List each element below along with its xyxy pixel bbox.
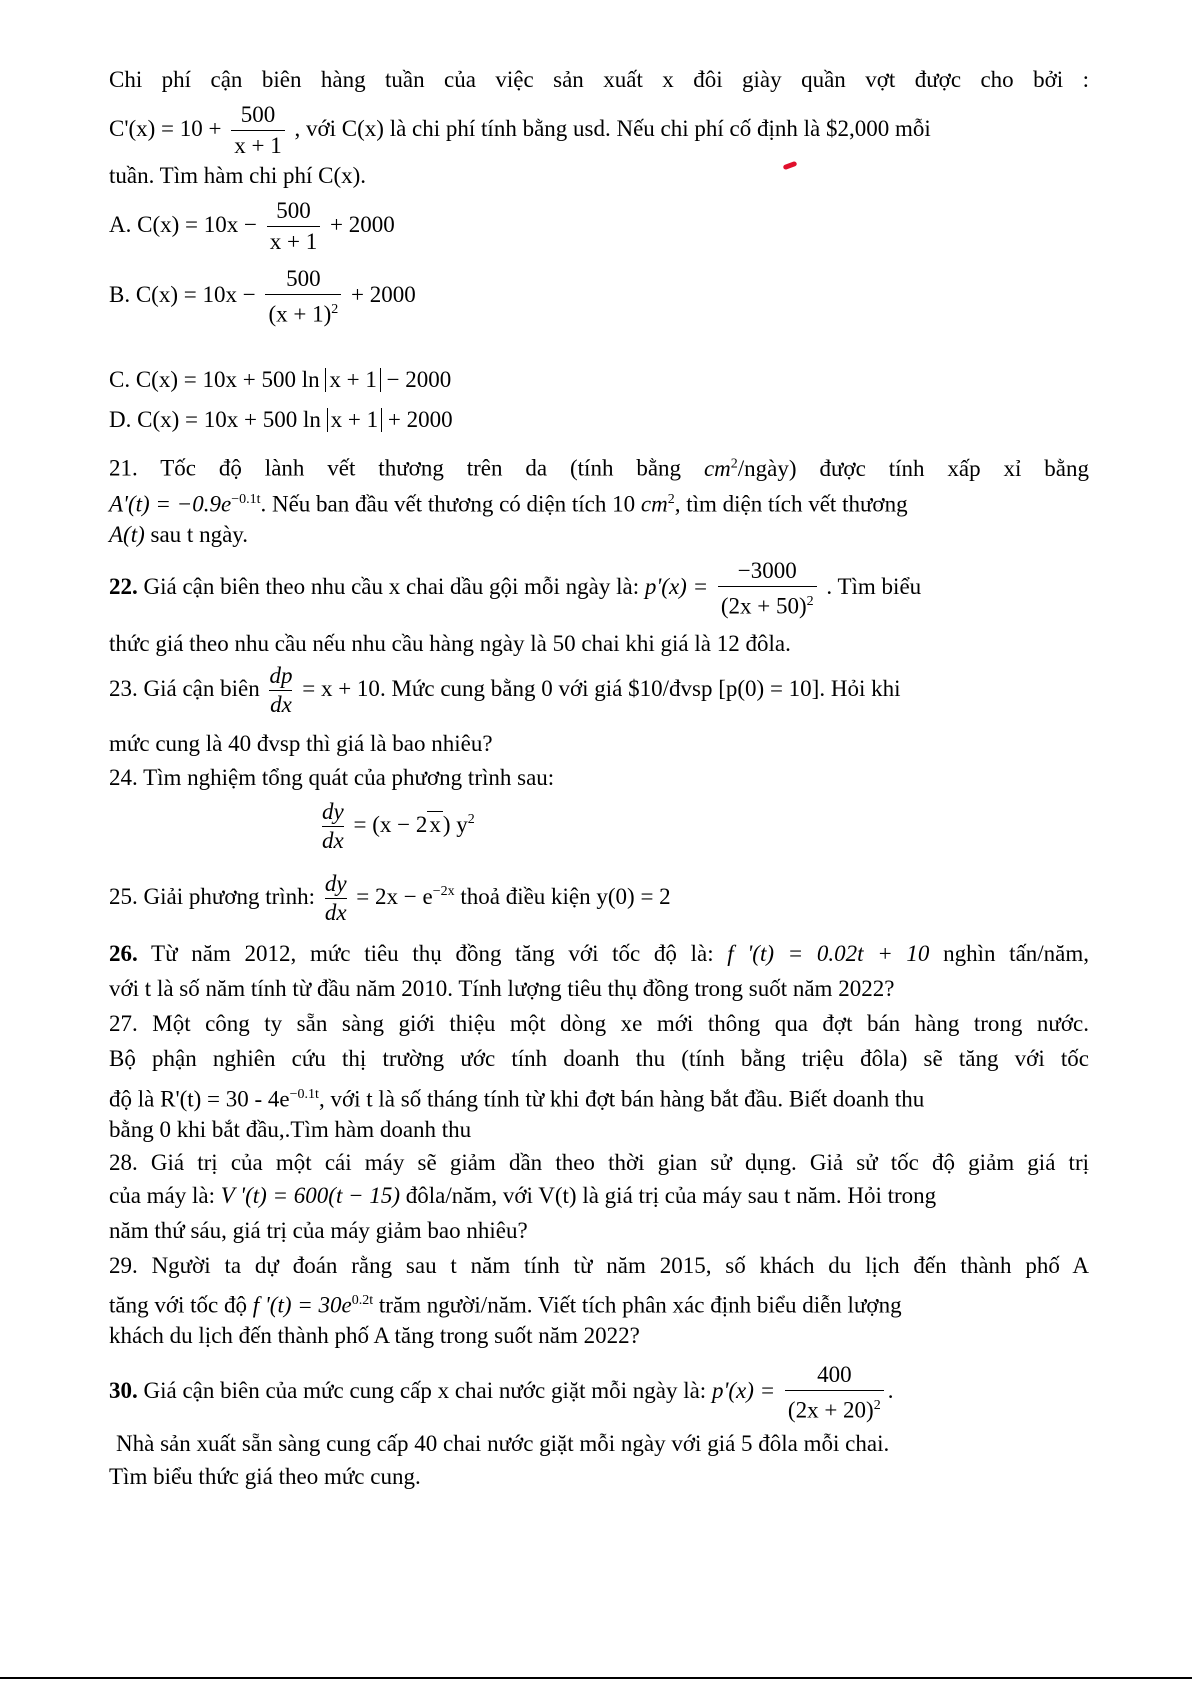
q21-unit (704, 456, 1089, 481)
q25-condition: thoả điều kiện y(0) = 2 (460, 883, 671, 909)
q27-line-3-b: , với t là số tháng tính từ khi đợt bán hàng bắt đầu. Biết doanh thu (318, 1086, 925, 1112)
q26-text-a: Từ năm 2012, mức tiêu thụ đồng tăng với tốc độ là: (151, 941, 714, 966)
q24-den: dx (322, 828, 344, 853)
option-c-rhs: − 2000 (386, 367, 452, 392)
q25-num: dy (325, 870, 347, 899)
q26-text-b: nghìn tấn/năm, (943, 941, 1090, 966)
q21-line-2-unit-exp: 2 (667, 492, 675, 507)
option-d-label: D. (109, 407, 132, 432)
q24-eq-b: ) y (442, 811, 468, 837)
q21-text-b: /ngày) được tính xấp xỉ bằng (737, 455, 1089, 481)
q24-eq-a: = (x − 2 (353, 811, 428, 837)
q28-line-3: năm thứ sáu, giá trị của máy giảm bao nhiêu? (109, 1218, 528, 1243)
option-a-num: 500 (267, 196, 320, 227)
q22-line-2: thức giá theo nhu cầu nếu nhu cầu hàng ngày là 50 chai khi giá là 12 đôla. (109, 631, 791, 656)
intro-fraction (231, 100, 284, 161)
q29-exp: 0.2t (351, 1293, 374, 1308)
q24-fraction (322, 798, 344, 855)
q25-den: dx (324, 900, 347, 925)
option-b-den-wrap (265, 295, 341, 330)
q30-line-3: Tìm biểu thức giá theo mức cung. (109, 1464, 421, 1489)
q30-num: 400 (785, 1360, 884, 1391)
q28-formula: V '(t) = 600(t − 15) (220, 1183, 401, 1208)
intro-fraction-den: x + 1 (234, 133, 282, 158)
option-c-abs: x + 1 (325, 368, 380, 392)
q23-rhs: = x + 10 (302, 675, 380, 701)
q30-den-wrap (785, 1391, 884, 1426)
q23-text: . Mức cung bằng 0 với giá $10/đvsp [p(0) = 10]. Hỏi khi (379, 675, 901, 701)
q27-line-2: Bộ phận nghiên cứu thị trường ước tính doanh thu (tính bằng triệu đôla) sẽ tăng với tốc (109, 1046, 1089, 1071)
option-b-fraction (265, 264, 341, 330)
intro-marginal-cost-lhs: C'(x) = 10 + (109, 115, 222, 141)
q25-rhs: = 2x − e (356, 883, 433, 909)
q25-lead: 25. Giải phương trình: (109, 883, 316, 909)
q28-line-2 (109, 1182, 936, 1210)
q26-lead (109, 941, 714, 966)
option-a-label: A. (109, 211, 132, 237)
q30-fraction (785, 1360, 884, 1426)
q30-den: (2x + 20) (787, 1397, 874, 1423)
q24-line-1: 24. Tìm nghiệm tổng quát của phương trình sau: (109, 765, 555, 790)
option-c-label: C. (109, 367, 131, 392)
q26-line-1 (109, 940, 1089, 968)
q21-rate-formula: A'(t) = −0.9e (109, 491, 232, 517)
q30-tail: . (887, 1378, 894, 1404)
option-b-rhs: + 2000 (351, 282, 416, 308)
q30-den-exp: 2 (873, 1398, 881, 1413)
q30-number: 30. (109, 1378, 138, 1404)
q29-line-1: 29. Người ta dự đoán rằng sau t năm tính từ năm 2015, số khách du lịch đến thành phố A (109, 1253, 1089, 1278)
option-c-lhs: C(x) = 10x + 500 ln (135, 367, 320, 392)
q22-fraction (718, 556, 817, 622)
q30-lhs: p'(x) = (711, 1378, 776, 1404)
option-d-rhs: + 2000 (387, 407, 453, 432)
q22-tail: . Tìm biểu (826, 574, 922, 600)
q26-number: 26. (109, 941, 138, 966)
q29-line-2 (109, 1287, 902, 1320)
q21-line-2-unit: cm (640, 491, 668, 517)
intro-line-3: tuần. Tìm hàm chi phí C(x). (109, 163, 367, 188)
page-bottom-rule (0, 1677, 1192, 1679)
option-b (109, 264, 416, 330)
q22-number: 22. (109, 574, 138, 600)
q29-line-3: khách du lịch đến thành phố A tăng trong suốt năm 2022? (109, 1323, 640, 1348)
q27-line-4: bằng 0 khi bắt đầu,.Tìm hàm doanh thu (109, 1117, 472, 1142)
option-d-abs: x + 1 (327, 408, 382, 432)
q27-line-3-a: độ là (109, 1086, 155, 1112)
option-b-den: (x + 1) (268, 301, 332, 327)
option-b-lhs: C(x) = 10x − (135, 282, 256, 308)
q21-line-1 (109, 450, 1089, 483)
q29-line-2-b: trăm người/năm. Viết tích phân xác định biểu diễn lượng (378, 1292, 902, 1318)
option-b-den-exp: 2 (331, 302, 339, 317)
q21-rate-exp: −0.1t (231, 492, 261, 507)
q27-exp: −0.1t (289, 1087, 319, 1102)
option-d (109, 406, 453, 434)
q28-line-2-a: của máy là: (109, 1183, 216, 1208)
option-a (109, 196, 395, 257)
q23-den: dx (270, 692, 292, 717)
q22-lhs: p'(x) = (644, 574, 709, 600)
option-d-lhs: C(x) = 10x + 500 ln (137, 407, 321, 432)
q30-line-2: Nhà sản xuất sẵn sàng cung cấp 40 chai nước giặt mỗi ngày với giá 5 đôla mỗi chai. (116, 1431, 890, 1456)
q22-den: (2x + 50) (720, 593, 807, 619)
q22-den-wrap (718, 587, 817, 622)
q21-line-2-a: . Nếu ban đầu vết thương có diện tích 10 (260, 491, 636, 517)
q21-line-2 (109, 486, 908, 519)
q30-text: Giá cận biên của mức cung cấp x chai nước giặt mỗi ngày là: (143, 1378, 707, 1404)
q26-formula: f '(t) = 0.02t + 10 (727, 941, 930, 966)
q27-line-3 (109, 1081, 924, 1114)
q29-formula: f '(t) = 30e (252, 1292, 352, 1318)
q21-line-3 (109, 521, 248, 549)
option-b-label: B. (109, 282, 131, 308)
option-a-lhs: C(x) = 10x − (137, 211, 257, 237)
q28-line-2-b: đôla/năm, với V(t) là giá trị của máy sau t năm. Hỏi trong (405, 1183, 937, 1208)
q21-area-symbol: A(t) (109, 522, 145, 547)
option-a-den: x + 1 (269, 229, 318, 254)
q21-unit-base: cm (703, 455, 731, 481)
q29-line-2-a: tăng với tốc độ (109, 1292, 247, 1318)
q23-line-1 (109, 662, 900, 719)
intro-line-2 (109, 100, 931, 161)
q23-num: dp (269, 662, 292, 691)
option-a-fraction (267, 196, 320, 257)
q21-text-a: 21. Tốc độ lành vết thương trên da (tính bằng (109, 455, 682, 481)
q23-lead: 23. Giá cận biên (109, 675, 260, 701)
q25-line (109, 870, 671, 927)
q24-num: dy (322, 798, 344, 827)
q21-line-2-b: , tìm diện tích vết thương (674, 491, 908, 517)
option-a-rhs: + 2000 (329, 211, 395, 237)
q25-exp: −2x (432, 884, 455, 900)
intro-line-2-rest: , với C(x) là chi phí tính bằng usd. Nếu chi phí cố định là $2,000 mỗi (294, 115, 931, 141)
option-b-num: 500 (265, 264, 341, 295)
q24-equation (318, 798, 475, 855)
q22-text: Giá cận biên theo nhu cầu x chai dầu gội mỗi ngày là: (143, 574, 640, 600)
q27-line-1: 27. Một công ty sẵn sàng giới thiệu một dòng xe mới thông qua đợt bán hàng trong nước. (109, 1011, 1089, 1036)
q22-den-exp: 2 (806, 594, 814, 609)
q21-line-3-text: sau t ngày. (150, 522, 249, 547)
q21-unit-exp: 2 (730, 456, 738, 471)
q30-line-1 (109, 1360, 893, 1426)
q28-line-1: 28. Giá trị của một cái máy sẽ giảm dần theo thời gian sử dụng. Giả sử tốc độ giảm giá trị (109, 1150, 1089, 1175)
q27-formula: R'(t) = 30 - 4e (160, 1086, 290, 1112)
q22-num: −3000 (718, 556, 817, 587)
q23-line-2: mức cung là 40 đvsp thì giá là bao nhiêu? (109, 731, 493, 756)
red-pen-mark (783, 161, 798, 170)
q24-sqrt: x (429, 811, 441, 837)
intro-fraction-num: 500 (231, 100, 284, 131)
intro-line-1: Chi phí cận biên hàng tuần của việc sản xuất x đôi giày quần vợt được cho bởi : (109, 67, 1089, 92)
q22-line-1 (109, 556, 921, 622)
q26-line-2: với t là số năm tính từ đầu năm 2010. Tính lượng tiêu thụ đồng trong suốt năm 2022? (109, 976, 895, 1001)
q25-fraction (325, 870, 347, 927)
q23-fraction (269, 662, 292, 719)
option-c (109, 366, 451, 394)
q24-exp: 2 (467, 812, 475, 828)
